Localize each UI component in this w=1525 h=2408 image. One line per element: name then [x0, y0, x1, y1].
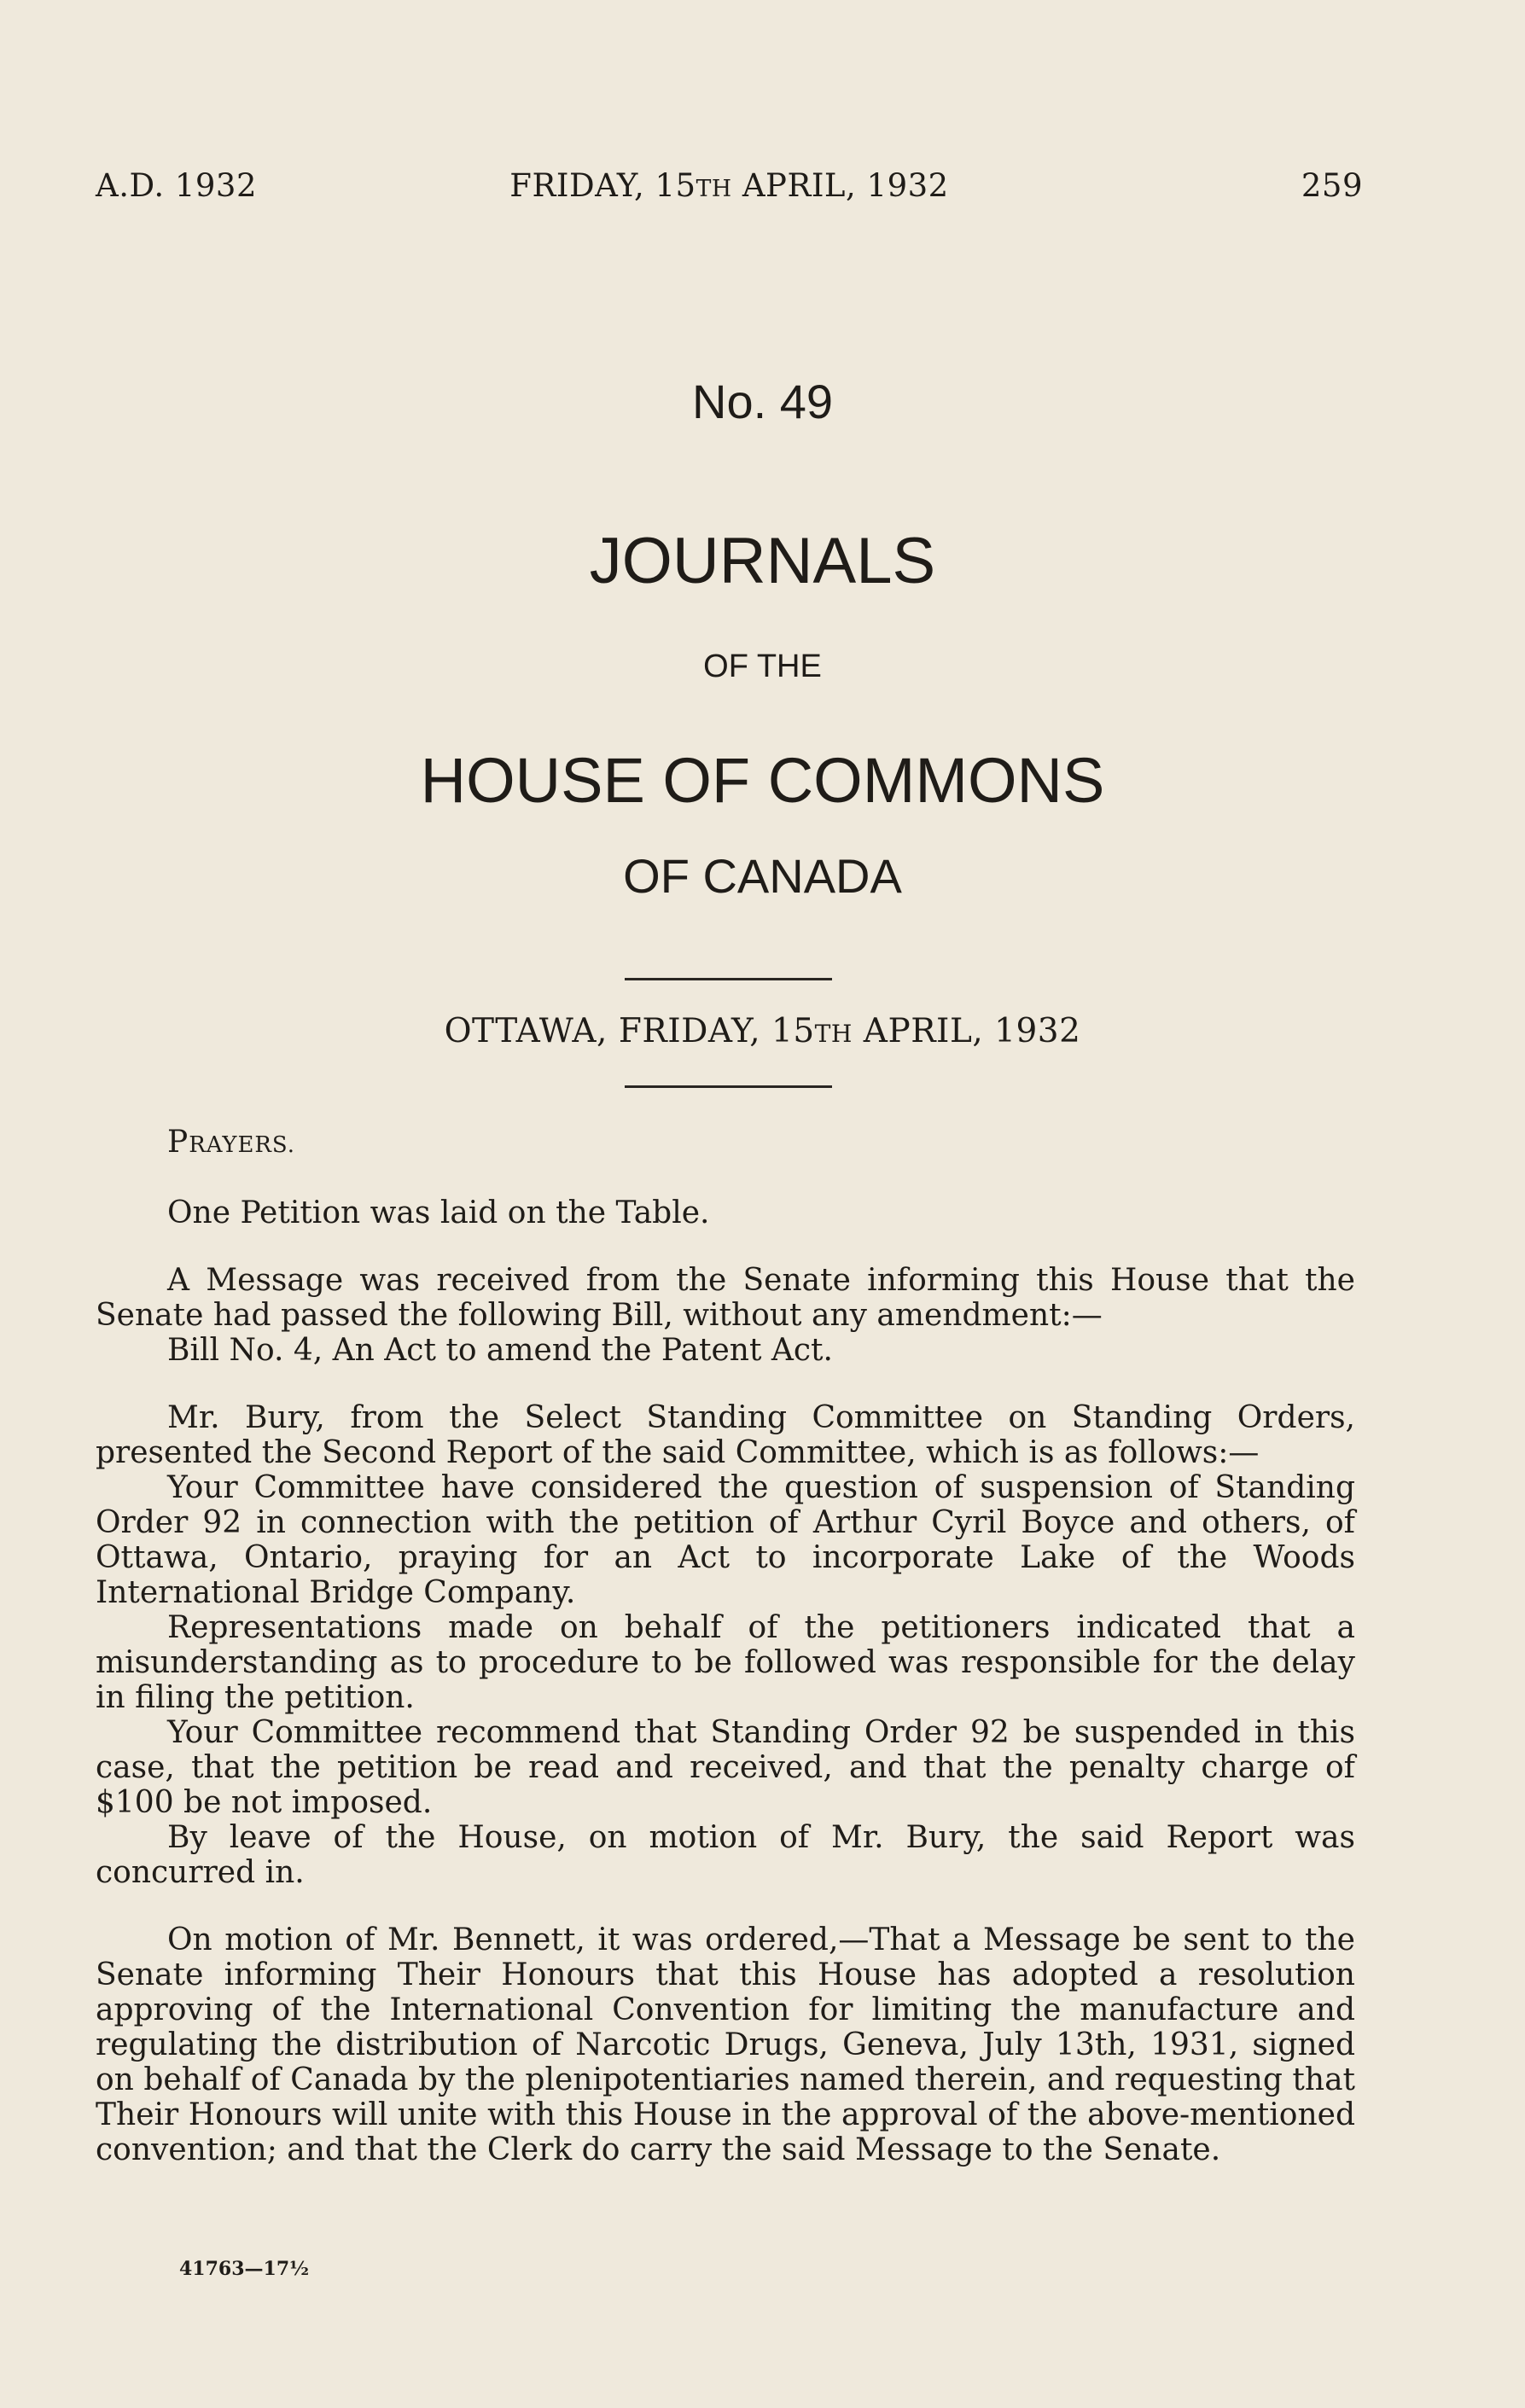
divider-top: [625, 978, 832, 980]
bill-paragraph: Bill No. 4, An Act to amend the Patent Act.: [167, 1333, 833, 1368]
running-head: [96, 167, 1363, 204]
divider-bottom: [625, 1085, 832, 1088]
committee-report-intro: Mr. Bury, from the Select Standing Committee on Standing Orders, presented the Second Report of the said Committee, which is as follows:—: [96, 1400, 1355, 1470]
journal-title: JOURNALS: [589, 525, 936, 597]
page-number: 259: [1301, 167, 1363, 204]
petition-paragraph: One Petition was laid on the Table.: [167, 1195, 710, 1230]
dateline: OTTAWA, FRIDAY, 15TH APRIL, 1932: [444, 1012, 1081, 1050]
title-of-the: OF THE: [703, 649, 822, 684]
header-date: FRIDAY, 15TH APRIL, 1932: [509, 167, 949, 204]
committee-report-paragraph: Your Committee recommend that Standing Order 92 be suspended in this case, that the petition be read and received, and that the penalty charge of $100 be not imposed.: [96, 1715, 1355, 1820]
title-of-canada: OF CANADA: [623, 849, 902, 903]
committee-report-paragraph: Your Committee have considered the question of suspension of Standing Order 92 in connection with the petition of Arthur Cyril Boyce and others, of Ottawa, Ontario, praying for an Act to incorporate Lake of the Woods International Bridge Company.: [96, 1470, 1355, 1610]
header-year: A.D. 1932: [96, 167, 258, 204]
journal-body: [96, 1125, 1355, 2167]
bennett-motion-paragraph: On motion of Mr. Bennett, it was ordered,—That a Message be sent to the Senate informing Their Honours that this House has adopted a resolution approving of the International Convention for limiting the manufacture and regulating the distribution of Narcotic Drugs, Geneva, July 13th, 1931, signed on behalf of Canada by the plenipotentiaries named therein, and requesting that Their Honours will unite with this House in the approval of the above-mentioned convention; and that the Clerk do carry the said Message to the Senate.: [96, 1922, 1355, 2167]
title-house-of-commons: HOUSE OF COMMONS: [420, 745, 1105, 816]
journal-number: No. 49: [692, 375, 833, 428]
report-concurred-paragraph: By leave of the House, on motion of Mr. Bury, the said Report was concurred in.: [96, 1820, 1355, 1890]
senate-message-paragraph: A Message was received from the Senate informing this House that the Senate had passed the following Bill, without any amendment:—: [96, 1263, 1355, 1333]
prayers: PRAYERS.: [167, 1125, 295, 1160]
committee-report-paragraph: Representations made on behalf of the petitioners indicated that a misunderstanding as to procedure to be followed was responsible for the delay in filing the petition.: [96, 1610, 1355, 1715]
printer-code: 41763—17½: [179, 2258, 310, 2280]
